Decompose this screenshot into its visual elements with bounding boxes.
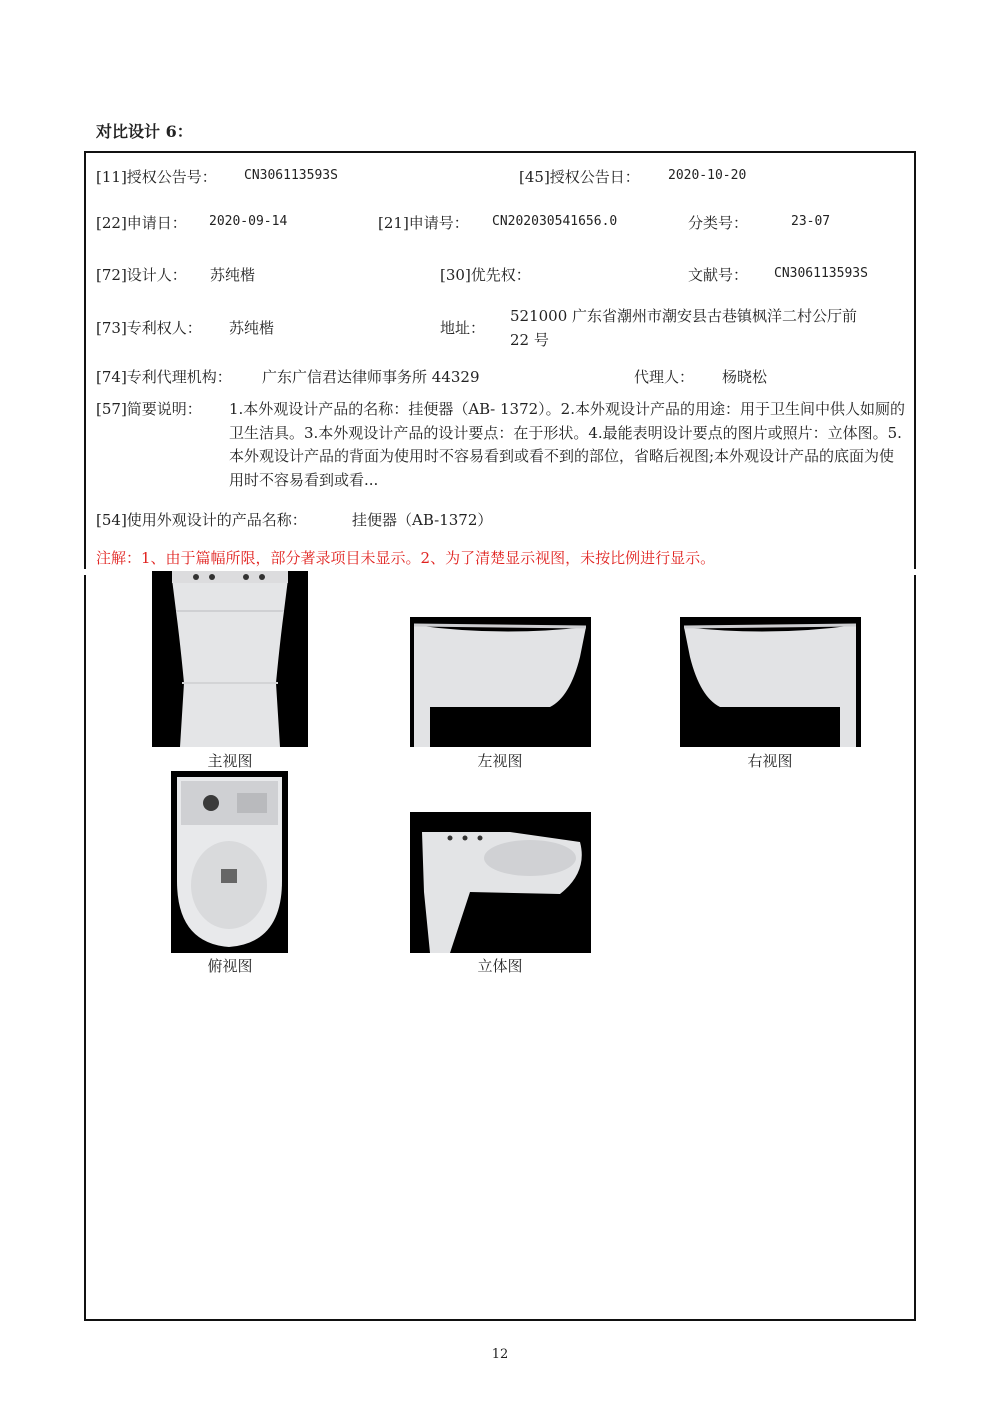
doc-no-label: 文献号：: [688, 266, 749, 284]
designer-value: 苏纯楷: [210, 266, 256, 284]
page-number: 12: [491, 1347, 509, 1362]
pub-date-value: 2020-10-20: [668, 168, 747, 183]
agent-label: 代理人：: [634, 368, 695, 386]
frame-gap: [84, 569, 88, 575]
agency-value: 广东广信君达律师事务所 44329: [262, 368, 480, 386]
top-view-photo: [171, 771, 288, 953]
right-view-photo: [680, 617, 861, 747]
perspective-view-caption: 立体图: [477, 957, 523, 975]
perspective-view-photo: [410, 812, 591, 953]
top-view-caption: 俯视图: [207, 957, 253, 975]
patentee-value: 苏纯楷: [229, 319, 275, 337]
class-label: 分类号：: [688, 214, 749, 232]
app-no-label: [21]申请号：: [378, 214, 469, 232]
product-value: 挂便器（AB-1372）: [352, 511, 493, 529]
pub-date-label: [45]授权公告日：: [519, 168, 640, 186]
address-line-2: 22 号: [510, 331, 549, 349]
patentee-label: [73]专利权人：: [96, 319, 202, 337]
frame-gap: [912, 569, 916, 575]
agent-value: 杨晓松: [722, 368, 768, 386]
product-label: [54]使用外观设计的产品名称：: [96, 511, 307, 529]
front-view-caption: 主视图: [207, 752, 253, 770]
address-label: 地址：: [440, 319, 486, 337]
right-view-caption: 右视图: [747, 752, 793, 770]
app-date-label: [22]申请日：: [96, 214, 187, 232]
class-value: 23-07: [791, 214, 831, 229]
abstract-label: [57]简要说明：: [96, 400, 202, 418]
pub-no-value: CN306113593S: [244, 168, 338, 183]
app-date-value: 2020-09-14: [209, 214, 288, 229]
app-no-value: CN202030541656.0: [492, 214, 618, 229]
pub-no-label: [11]授权公告号：: [96, 168, 217, 186]
left-view-photo: [410, 617, 591, 747]
note-text: 注解：1、由于篇幅所限，部分著录项目未显示。2、为了清楚显示视图，未按比例进行显示。: [96, 549, 716, 567]
front-view-photo: [152, 571, 308, 747]
agency-label: [74]专利代理机构：: [96, 368, 232, 386]
designer-label: [72]设计人：: [96, 266, 187, 284]
priority-label: [30]优先权：: [440, 266, 531, 284]
left-view-caption: 左视图: [477, 752, 523, 770]
address-line-1: 521000 广东省潮州市潮安县古巷镇枫洋二村公厅前: [510, 307, 858, 325]
doc-no-value: CN306113593S: [774, 266, 868, 281]
section-heading: 对比设计 6：: [96, 122, 193, 141]
abstract-text: 1.本外观设计产品的名称：挂便器（AB‐ 1372）。2.本外观设计产品的用途：用于卫生间中供人如厕的卫生洁具。3.本外观设计产品的设计要点：在于形状。4.最能表明设计要点的图片或照片：立体图。5.本外观设计产品的背面为使用时不容易看到或看不到的部位，省略后视图;本外观设计产品的底面为使用时不容易看到或看...: [229, 400, 905, 489]
